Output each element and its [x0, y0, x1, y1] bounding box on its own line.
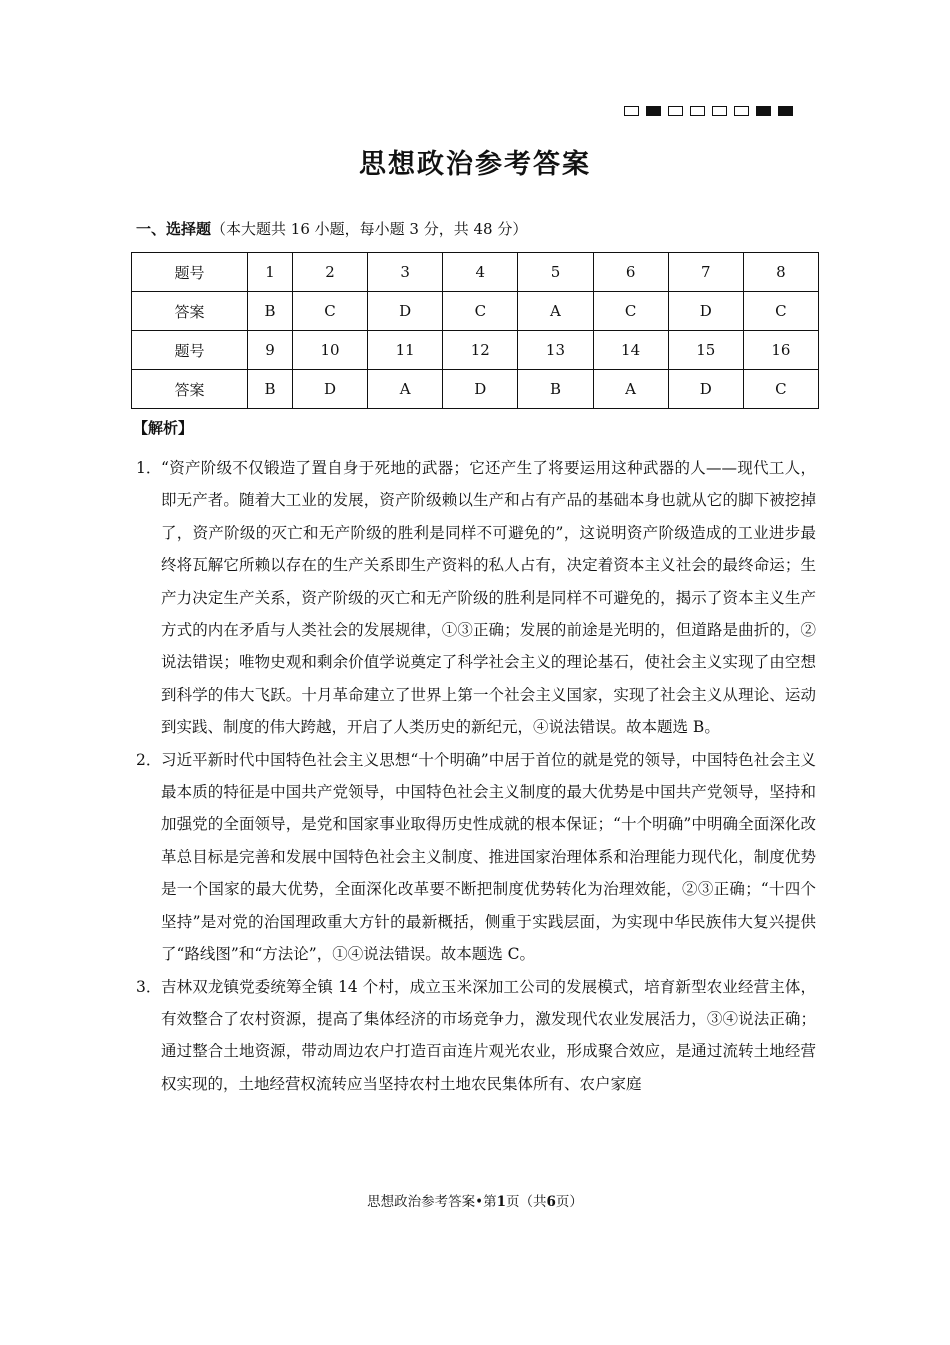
answer-table — [131, 252, 819, 409]
analysis-item-text: “资产阶级不仅锻造了置自身于死地的武器；它还产生了将要运用这种武器的人——现代工人，即无产者。随着大工业的发展，资产阶级赖以生产和占有产品的基础本身也就从它的脚下被挖掉了，资产阶级的灭亡和无产阶级的胜利是同样不可避免的”，这说明资产阶级造成的工业进步最终将瓦解它所赖以存在的生产关系即生产资料的私人占有，决定着资本主义社会的最终命运；生产力决定生产关系，资产阶级的灭亡和无产阶级的胜利是同样不可避免的，揭示了资本主义生产方式的内在矛盾与人类社会的发展规律，①③正确；发展的前途是光明的，但道路是曲折的，②说法错误；唯物史观和剩余价值学说奠定了科学社会主义的理论基石，使社会主义实现了由空想到科学的伟大飞跃。十月革命建立了世界上第一个社会主义国家，实现了社会主义从理论、运动到实践、制度的伟大跨越，开启了人类历史的新纪元，④说法错误。故本题选 B。 — [161, 459, 816, 737]
table-cell: C — [743, 292, 818, 331]
filled-square-icon — [778, 106, 793, 116]
section-label: 一、选择题 — [136, 220, 212, 238]
footer-separator: • — [475, 1194, 484, 1210]
analysis-list — [136, 452, 816, 1100]
analysis-item-number: 2． — [136, 750, 162, 769]
empty-square-icon — [734, 106, 749, 116]
table-cell: C — [443, 292, 518, 331]
table-row — [132, 253, 819, 292]
table-cell: D — [368, 292, 443, 331]
analysis-item-text: 吉林双龙镇党委统筹全镇 14 个村，成立玉米深加工公司的发展模式，培育新型农业经营主体，有效整合了农村资源，提高了集体经济的市场竞争力，激发现代农业发展活力，③④说法正确；通过整合土地资源，带动周边农户打造百亩连片观光农业，形成聚合效应，是通过流转土地经营权实现的，土地经营权流转应当坚持农村土地农民集体所有、农户家庭 — [161, 977, 816, 1093]
table-cell: C — [743, 370, 818, 409]
table-cell: 2 — [292, 253, 367, 292]
table-row — [132, 370, 819, 409]
table-cell: D — [668, 292, 743, 331]
table-cell: C — [593, 292, 668, 331]
table-cell: A — [518, 292, 593, 331]
table-cell: B — [247, 370, 292, 409]
filled-square-icon — [756, 106, 771, 116]
table-cell: A — [593, 370, 668, 409]
table-cell: 9 — [247, 331, 292, 370]
table-cell: 10 — [292, 331, 367, 370]
table-row — [132, 292, 819, 331]
table-cell: 12 — [443, 331, 518, 370]
table-cell: B — [247, 292, 292, 331]
section-heading — [136, 218, 527, 239]
filled-square-icon — [646, 106, 661, 116]
table-cell: 13 — [518, 331, 593, 370]
table-row — [132, 331, 819, 370]
footer-page-suffix: 页（共 — [505, 1194, 547, 1210]
page-footer — [0, 1190, 950, 1210]
table-cell: A — [368, 370, 443, 409]
table-cell: 11 — [368, 331, 443, 370]
table-cell: 15 — [668, 331, 743, 370]
table-cell: D — [292, 370, 367, 409]
table-cell: B — [518, 370, 593, 409]
empty-square-icon — [668, 106, 683, 116]
table-cell: 6 — [593, 253, 668, 292]
row-header-cell: 题号 — [132, 331, 248, 370]
table-cell: 3 — [368, 253, 443, 292]
empty-square-icon — [624, 106, 639, 116]
analysis-item — [136, 971, 816, 1101]
footer-doc-name: 思想政治参考答案 — [367, 1194, 476, 1210]
analysis-item-text: 习近平新时代中国特色社会主义思想“十个明确”中居于首位的就是党的领导，中国特色社会主义最本质的特征是中国共产党领导，中国特色社会主义制度的最大优势是中国共产党领导，坚持和加强党的全面领导，是党和国家事业取得历史性成就的根本保证；“十个明确”中明确全面深化改革总目标是完善和发展中国特色社会主义制度、推进国家治理体系和治理能力现代化，制度优势是一个国家的最大优势，全面深化改革要不断把制度优势转化为治理效能，②③正确；“十四个坚持”是对党的治国理政重大方针的最新概括，侧重于实践层面，为实现中华民族伟大复兴提供了“路线图”和“方法论”，①④说法错误。故本题选 C。 — [161, 750, 816, 964]
row-header-cell: 答案 — [132, 292, 248, 331]
footer-page-prefix: 第 — [483, 1194, 497, 1210]
table-cell: 16 — [743, 331, 818, 370]
table-cell: 14 — [593, 331, 668, 370]
table-cell: C — [292, 292, 367, 331]
empty-square-icon — [712, 106, 727, 116]
row-header-cell: 题号 — [132, 253, 248, 292]
table-cell: 7 — [668, 253, 743, 292]
footer-total-pages: 6 — [546, 1194, 556, 1210]
table-cell: 1 — [247, 253, 292, 292]
analysis-item-number: 1． — [136, 459, 162, 477]
page-title: 思想政治参考答案 — [359, 149, 591, 180]
table-cell: 5 — [518, 253, 593, 292]
header-code-marks — [624, 106, 793, 116]
analysis-item-number: 3． — [136, 977, 162, 996]
empty-square-icon — [690, 106, 705, 116]
footer-total-suffix: 页） — [555, 1194, 583, 1210]
analysis-item — [136, 452, 816, 744]
table-cell: D — [668, 370, 743, 409]
footer-page-number: 1 — [496, 1194, 506, 1210]
analysis-item — [136, 744, 816, 971]
table-cell: 8 — [743, 253, 818, 292]
table-cell: 4 — [443, 253, 518, 292]
table-cell: D — [443, 370, 518, 409]
section-note: （本大题共 16 小题，每小题 3 分，共 48 分） — [211, 220, 528, 238]
analysis-label: 【解析】 — [133, 419, 194, 437]
row-header-cell: 答案 — [132, 370, 248, 409]
